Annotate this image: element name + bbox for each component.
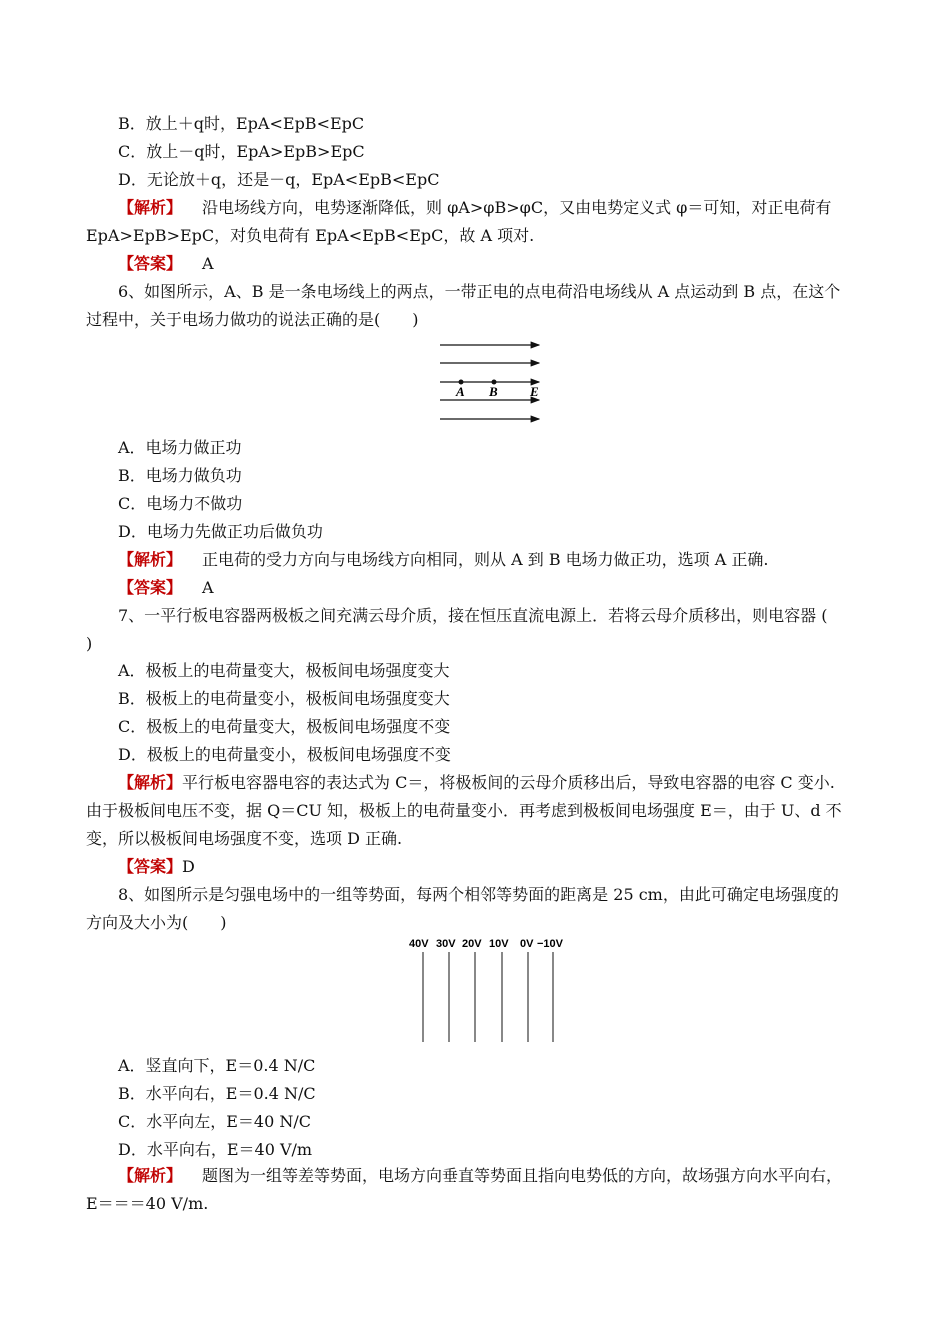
field-e-label: E <box>530 384 539 399</box>
q6-stem-line-1: 6、如图所示，A、B 是一条电场线上的两点，一带正电的点电荷沿电场线从 A 点运动到 B 点，在这个 <box>118 282 841 301</box>
q8-analysis-text-1: 题图为一组等差等势面，电场方向垂直等势面且指向电势低的方向，故场强方向水平向右， <box>202 1166 843 1185</box>
potential-label: 20V <box>462 938 482 950</box>
q8-option-c: C．水平向左，E＝40 N/C <box>118 1112 312 1131</box>
potential-label: 10V <box>489 938 509 950</box>
q5-answer-value: A <box>202 254 214 273</box>
q8-option-d: D．水平向右，E＝40 V/m <box>118 1140 313 1159</box>
analysis-tag: 【解析】 <box>118 773 183 792</box>
q8-analysis-text-2: E＝＝＝40 V/m. <box>86 1194 209 1213</box>
answer-tag: 【答案】 <box>118 254 183 273</box>
q7-answer-value: D <box>182 857 195 876</box>
q6-answer <box>118 578 214 598</box>
q5-option-d: D．无论放＋q，还是－q，EpA<EpB<EpC <box>118 170 440 189</box>
answer-tag: 【答案】 <box>118 578 183 597</box>
q8-equipotential-figure <box>405 936 575 1046</box>
potential-label: 40V <box>409 938 429 950</box>
point-a-label: A <box>456 384 465 399</box>
q8-option-b: B．水平向右，E＝0.4 N/C <box>118 1084 316 1103</box>
analysis-tag: 【解析】 <box>118 550 183 569</box>
q7-stem-line-2: ) <box>86 634 93 653</box>
q8-stem-line-2: 方向及大小为( ) <box>86 913 227 932</box>
potential-label: −10V <box>537 938 563 950</box>
q5-analysis-text-2: EpA>EpB>EpC，对负电荷有 EpA<EpB<EpC，故 A 项对. <box>86 226 535 245</box>
q7-analysis <box>118 773 835 793</box>
q8-analysis <box>118 1166 842 1186</box>
q6-analysis <box>118 550 769 570</box>
q6-answer-value: A <box>202 578 214 597</box>
q7-analysis-text-2: 由于极板间电压不变，据 Q＝CU 知，极板上的电荷量变小．再考虑到极板间电场强度 E＝，由于 U、d 不 <box>86 801 842 820</box>
q6-stem-line-2: 过程中，关于电场力做功的说法正确的是( ) <box>86 310 419 329</box>
q7-option-d: D．极板上的电荷量变小，极板间电场强度不变 <box>118 745 451 764</box>
q8-option-a: A．竖直向下，E＝0.4 N/C <box>118 1056 316 1075</box>
q5-analysis-text-1: 沿电场线方向，电势逐渐降低，则 φA>φB>φC，又由电势定义式 φ＝可知，对正电荷有 <box>202 198 832 217</box>
analysis-tag: 【解析】 <box>118 198 183 217</box>
q6-option-a: A．电场力做正功 <box>118 438 242 457</box>
q5-option-c: C．放上－q时，EpA>EpB>EpC <box>118 142 365 161</box>
analysis-tag: 【解析】 <box>118 1166 183 1185</box>
q6-option-c: C．电场力不做功 <box>118 494 243 513</box>
q7-stem-line-1: 7、一平行板电容器两极板之间充满云母介质，接在恒压直流电源上．若将云母介质移出，则电容器 ( <box>118 606 828 625</box>
point-b-label: B <box>489 384 498 399</box>
q6-analysis-text-1: 正电荷的受力方向与电场线方向相同，则从 A 到 B 电场力做正功，选项 A 正确. <box>202 550 769 569</box>
answer-tag: 【答案】 <box>118 857 183 876</box>
potential-label: 0V <box>520 938 534 950</box>
q7-option-b: B．极板上的电荷量变小，极板间电场强度变大 <box>118 689 450 708</box>
q7-option-c: C．极板上的电荷量变大，极板间电场强度不变 <box>118 717 451 736</box>
q8-stem-line-1: 8、如图所示是匀强电场中的一组等势面，每两个相邻等势面的距离是 25 cm，由此可确定电场强度的 <box>118 885 839 904</box>
potential-label: 30V <box>436 938 456 950</box>
q5-analysis <box>118 198 831 218</box>
q6-field-lines-figure <box>436 338 546 428</box>
q5-option-b: B．放上＋q时，EpA<EpB<EpC <box>118 114 365 133</box>
q7-analysis-text-1: 平行板电容器电容的表达式为 C＝，将极板间的云母介质移出后，导致电容器的电容 C 变小. <box>182 773 835 792</box>
q7-answer <box>118 857 195 877</box>
q6-option-b: B．电场力做负功 <box>118 466 242 485</box>
q7-analysis-text-3: 变，所以极板间电场强度不变，选项 D 正确. <box>86 829 403 848</box>
q5-answer <box>118 254 214 274</box>
q6-option-d: D．电场力先做正功后做负功 <box>118 522 323 541</box>
q7-option-a: A．极板上的电荷量变大，极板间电场强度变大 <box>118 661 450 680</box>
